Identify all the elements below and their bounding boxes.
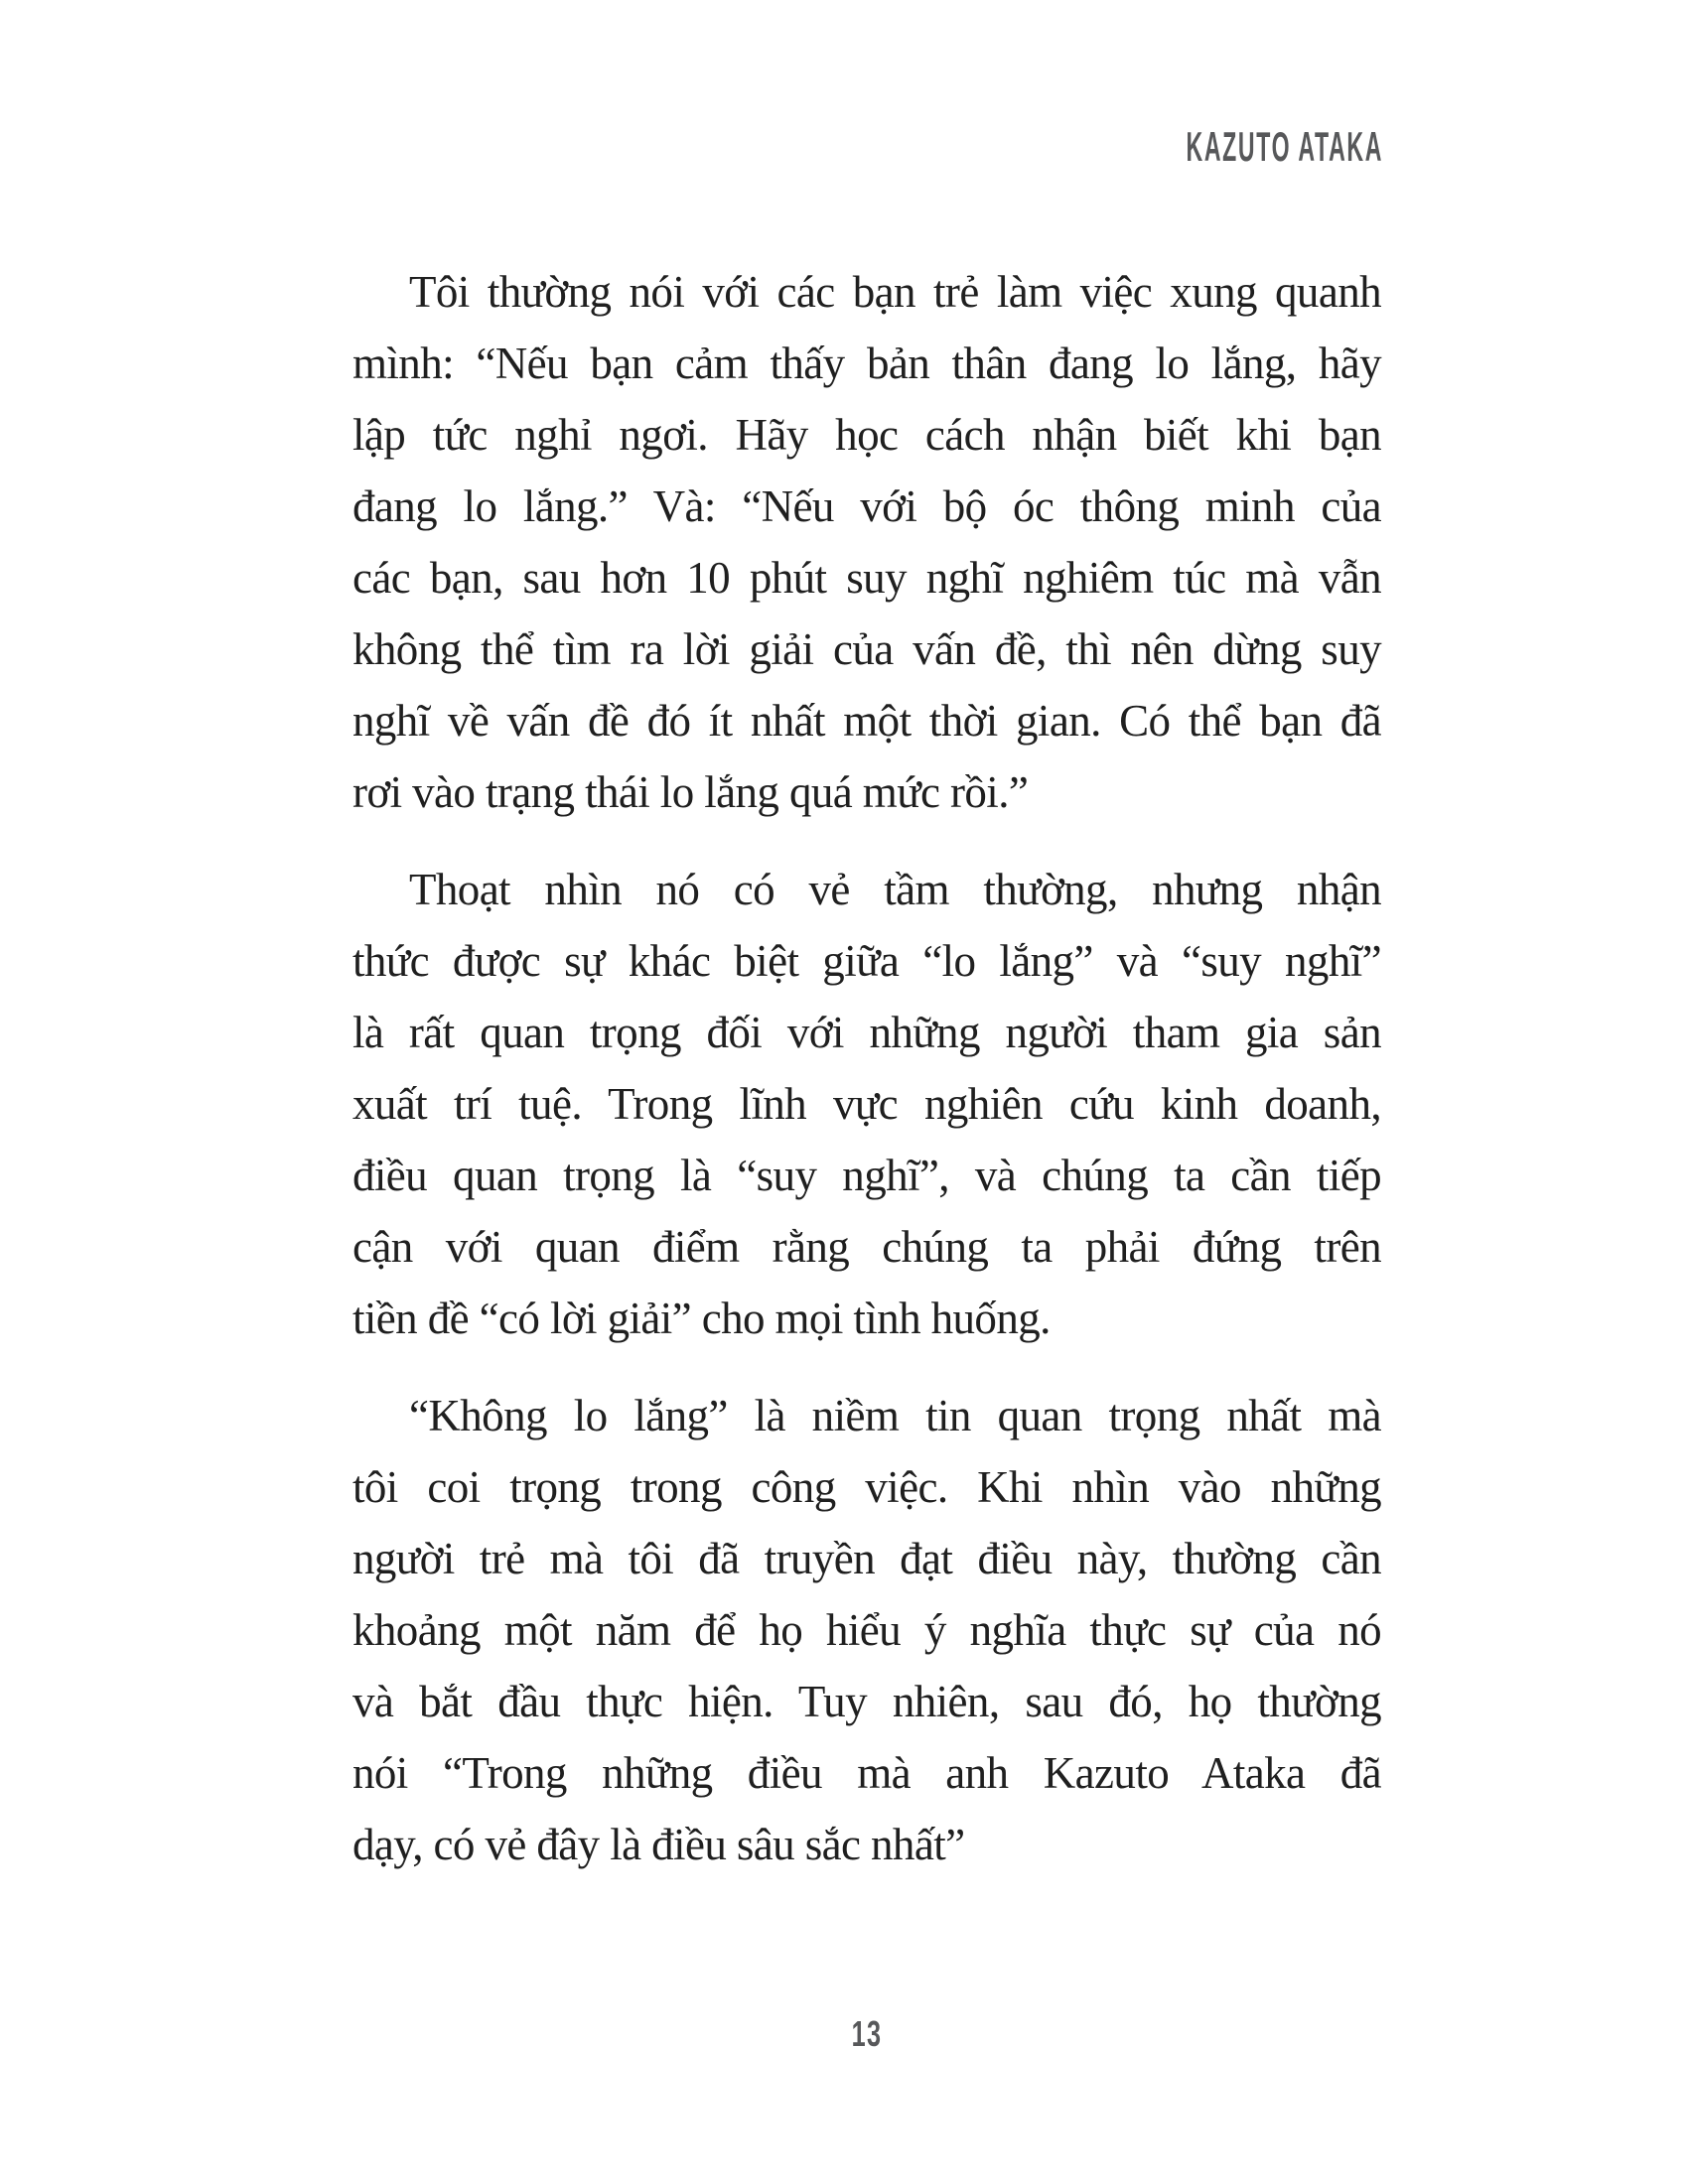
text-line: tôi coi trọng trong công việc. Khi nhìn vào những xyxy=(352,1462,1381,1512)
paragraph xyxy=(352,256,1381,828)
text-line: Thoạt nhìn nó có vẻ tầm thường, nhưng nhận xyxy=(409,865,1381,914)
text-line: không thể tìm ra lời giải của vấn đề, thì nên dừng suy xyxy=(352,624,1381,674)
text-line: là rất quan trọng đối với những người tham gia sản xyxy=(352,1008,1381,1057)
text-line: “Không lo lắng” là niềm tin quan trọng nhất mà xyxy=(409,1391,1381,1440)
text-line: Tôi thường nói với các bạn trẻ làm việc xung quanh xyxy=(409,267,1381,317)
body-text-block xyxy=(352,256,1381,1906)
text-line: tiền đề “có lời giải” cho mọi tình huống. xyxy=(352,1294,1051,1343)
text-line: mình: “Nếu bạn cảm thấy bản thân đang lo lắng, hãy xyxy=(352,339,1381,388)
paragraph xyxy=(352,1380,1381,1880)
page-number: 13 xyxy=(851,2013,883,2054)
text-line: người trẻ mà tôi đã truyền đạt điều này, thường cần xyxy=(352,1534,1381,1583)
text-line: nói “Trong những điều mà anh Kazuto Ataka đã xyxy=(352,1748,1381,1798)
text-line: lập tức nghỉ ngơi. Hãy học cách nhận biết khi bạn xyxy=(352,410,1381,460)
text-line: rơi vào trạng thái lo lắng quá mức rồi.” xyxy=(352,767,1029,817)
running-header xyxy=(1025,123,1383,170)
text-line: điều quan trọng là “suy nghĩ”, và chúng ta cần tiếp xyxy=(352,1151,1381,1200)
running-header-author: KAZUTO ATAKA xyxy=(1186,123,1383,170)
page-footer xyxy=(352,2013,1381,2054)
text-line: cận với quan điểm rằng chúng ta phải đứng trên xyxy=(352,1222,1381,1272)
text-line: dạy, có vẻ đây là điều sâu sắc nhất” xyxy=(352,1820,965,1869)
text-line: khoảng một năm để họ hiểu ý nghĩa thực sự của nó xyxy=(352,1605,1381,1655)
text-line: các bạn, sau hơn 10 phút suy nghĩ nghiêm túc mà vẫn xyxy=(352,553,1381,603)
text-line: và bắt đầu thực hiện. Tuy nhiên, sau đó, họ thường xyxy=(352,1677,1381,1726)
paragraph xyxy=(352,854,1381,1354)
text-line: nghĩ về vấn đề đó ít nhất một thời gian. Có thể bạn đã xyxy=(352,696,1381,746)
text-line: thức được sự khác biệt giữa “lo lắng” và “suy nghĩ” xyxy=(352,936,1381,986)
text-line: đang lo lắng.” Và: “Nếu với bộ óc thông minh của xyxy=(352,481,1381,531)
text-line: xuất trí tuệ. Trong lĩnh vực nghiên cứu kinh doanh, xyxy=(352,1079,1381,1129)
